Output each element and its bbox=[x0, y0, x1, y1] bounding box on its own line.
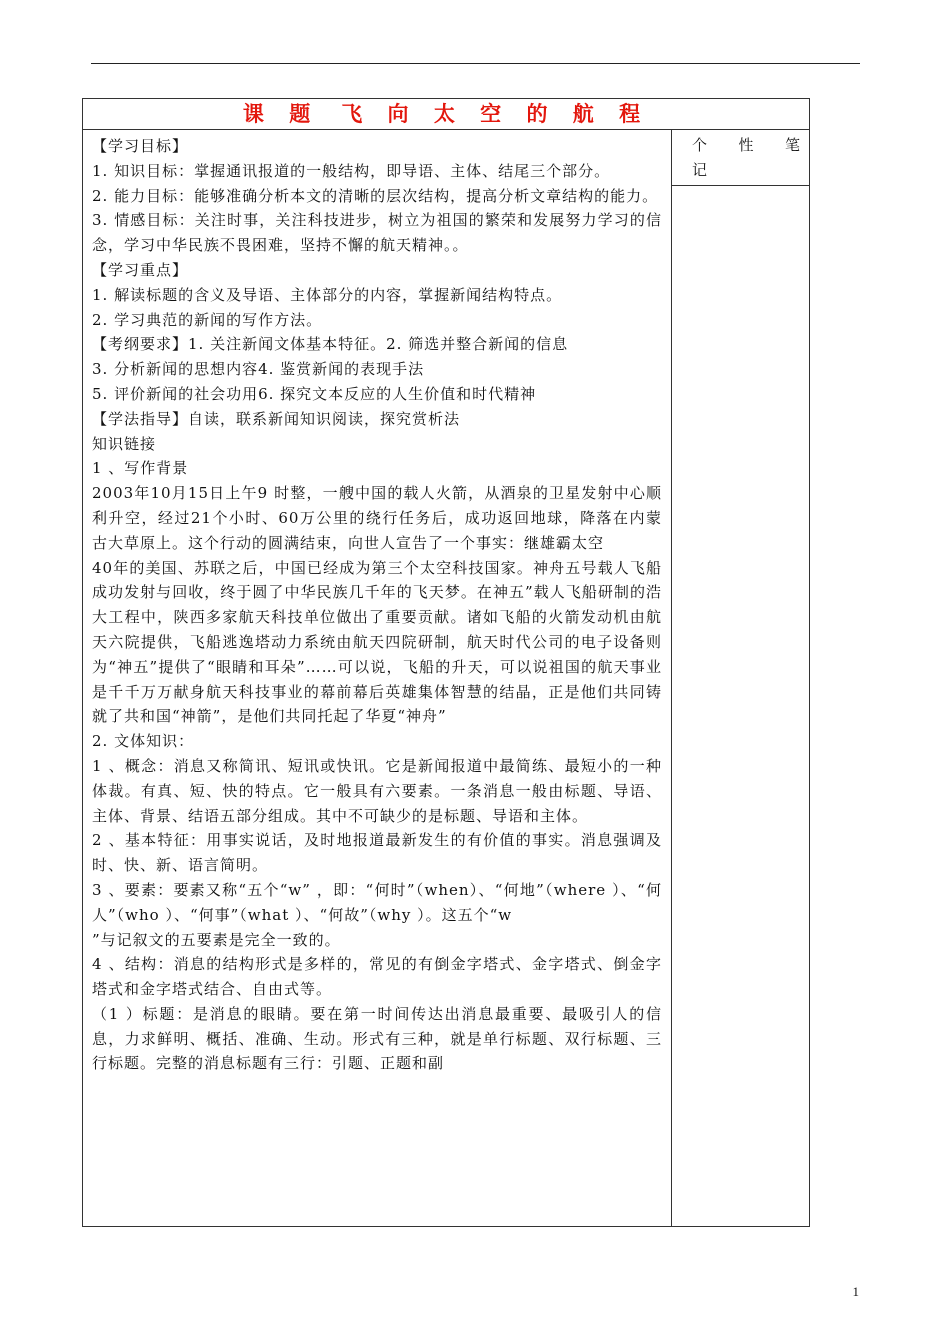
notes-char: 笔 bbox=[784, 136, 800, 154]
lesson-table bbox=[82, 98, 810, 1227]
paragraph: 2. 能力目标：能够准确分析本文的清晰的层次结构，提高分析文章结构的能力。 bbox=[92, 186, 659, 205]
paragraph: 2. 学习典范的新闻的写作方法。 bbox=[92, 310, 323, 329]
paragraph: 4 、结构：消息的结构形式是多样的，常见的有倒金字塔式、金字塔式、倒金字塔式和金字塔式结合、自由式等。 bbox=[92, 955, 662, 999]
paragraph: 3. 情感目标：关注时事，关注科技进步，树立为祖国的繁荣和发展努力学习的信念，学习中华民族不畏困难，坚持不懈的航天精神。。 bbox=[92, 211, 662, 255]
paragraph: 1. 解读标题的含义及导语、主体部分的内容，掌握新闻结构特点。 bbox=[92, 285, 563, 304]
page-number: 1 bbox=[852, 1284, 859, 1299]
paragraph: 5. 评价新闻的社会功用6. 探究文本反应的人生价值和时代精神 bbox=[92, 384, 537, 403]
paragraph: 知识链接 bbox=[92, 434, 157, 453]
paragraph: 【学法指导】自读，联系新闻知识阅读，探究赏析法 bbox=[92, 409, 461, 428]
paragraph: 3 、要素：要素又称“五个“w” ，即：“何时”（when）、“何地”（where ）、“何人”（who ）、“何事”（what ）、“何故”（why ）。这五个“w bbox=[92, 880, 662, 924]
content-cell bbox=[83, 130, 672, 1227]
header-rule bbox=[91, 63, 860, 64]
notes-column bbox=[672, 130, 810, 1227]
paragraph: 2. 文体知识： bbox=[92, 732, 195, 751]
paragraph: 【学习重点】 bbox=[92, 260, 189, 279]
paragraph: 【考纲要求】1. 关注新闻文体基本特征。2. 筛选并整合新闻的信息 bbox=[92, 335, 569, 354]
title-label: 课 题 bbox=[242, 101, 320, 126]
paragraph: 40年的美国、苏联之后，中国已经成为第三个太空科技国家。神舟五号载人飞船成功发射与回收，终于圆了中华民族几千年的飞天梦。在神五”载人飞船研制的浩大工程中，陕西多家航天科技单位做出了重要贡献。诸如飞船的火箭发动机由航天六院提供，飞船逃逸塔动力系统由航天四院研制，航天时代公司的电子设备则为“神五”提供了“眼睛和耳朵”……可以说，飞船的升天，可以说祖国的航天事业是千千万万献身航天科技事业的幕前幕后英雄集体智慧的结晶，正是他们共同铸就了共和国“神箭”，是他们共同托起了华夏“神舟” bbox=[92, 558, 662, 726]
paragraph: （1 ）标题：是消息的眼睛。要在第一时间传达出消息最重要、最吸引人的信息，力求鲜明、概括、准确、生动。形式有三种，就是单行标题、双行标题、三行标题。完整的消息标题有三行：引题、正题和副 bbox=[92, 1004, 662, 1073]
paragraph: 1 、写作背景 bbox=[92, 459, 189, 478]
notes-char: 性 bbox=[738, 136, 754, 154]
paragraph: 2003年10月15日上午9 时整，一艘中国的载人火箭，从酒泉的卫星发射中心顺利升空，经过21个小时、60万公里的绕行任务后，成功返回地球，降落在内蒙古大草原上。这个行动的圆满结束，向世人宣告了一个事实：继雄霸太空 bbox=[92, 484, 662, 552]
notes-char: 个 bbox=[692, 136, 708, 154]
paragraph: 1 、概念：消息又称简讯、短讯或快讯。它是新闻报道中最简练、最短小的一种体裁。有真、短、快的特点。它一般具有六要素。一条消息一般由标题、导语、主体、背景、结语五部分组成。其中不可缺少的是标题、导语和主体。 bbox=[92, 756, 662, 825]
paragraph: 1. 知识目标：掌握通讯报道的一般结构，即导语、主体、结尾三个部分。 bbox=[92, 161, 611, 180]
title-row bbox=[83, 99, 810, 130]
paragraph: ”与记叙文的五要素是完全一致的。 bbox=[92, 930, 341, 949]
lesson-title: 飞 向 太 空 的 航 程 bbox=[341, 101, 650, 126]
notes-char-tail: 记 bbox=[692, 160, 708, 179]
notes-header bbox=[672, 130, 809, 186]
paragraph: 2 、基本特征：用事实说话，及时地报道最新发生的有价值的事实。消息强调及时、快、新、语言简明。 bbox=[92, 831, 662, 875]
paragraph: 【学习目标】 bbox=[92, 137, 189, 155]
paragraph: 3. 分析新闻的思想内容4. 鉴赏新闻的表现手法 bbox=[92, 360, 425, 379]
